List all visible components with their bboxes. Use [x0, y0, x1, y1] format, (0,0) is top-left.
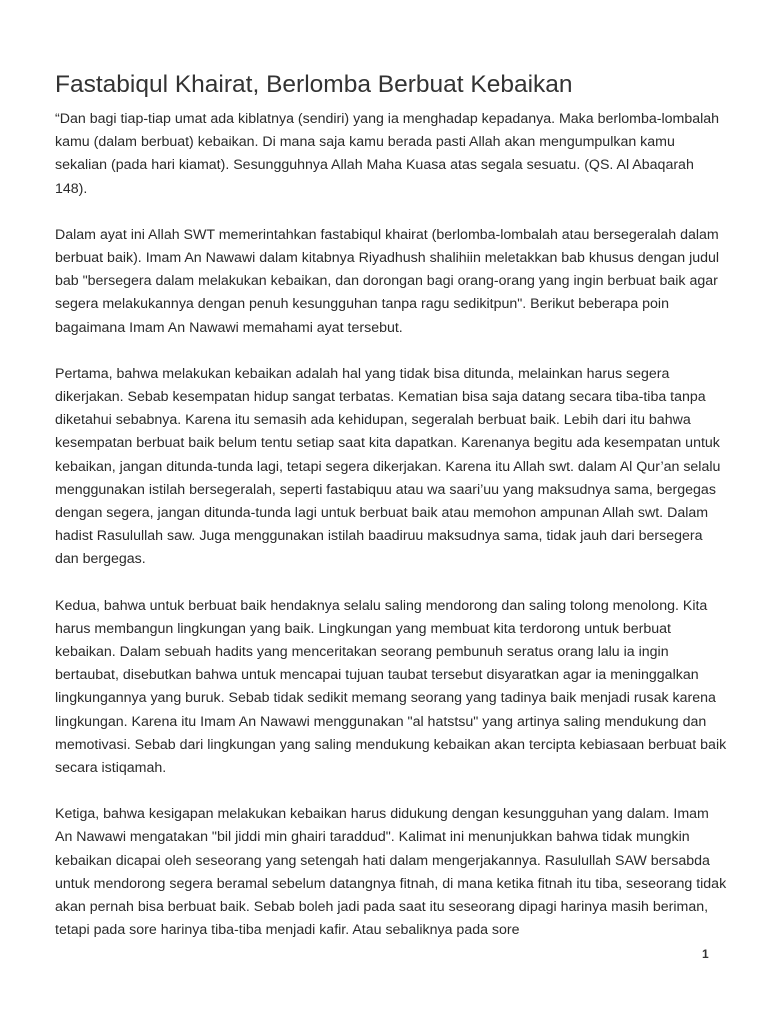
paragraph-third-point: Ketiga, bahwa kesigapan melakukan kebaikan harus didukung dengan kesungguhan yang dalam. Imam An Nawawi mengatakan "bil jiddi min ghairi taraddud". Kalimat ini menunjukkan bahwa tidak mungkin kebaikan dicapai oleh seseorang yang setengah hati dalam mengerjakannya. Rasulullah SAW bersabda untuk mendorong segera beramal sebelum datangnya fitnah, di mana ketika fitnah itu tiba, seseorang tidak akan pernah bisa berbuat baik. Sebab boleh jadi pada saat itu seseorang dipagi harinya masih beriman, tetapi pada sore harinya tiba-tiba menjadi kafir. Atau sebaliknya pada sore — [55, 806, 727, 939]
document-title: Fastabiqul Khairat, Berlomba Berbuat Kebaikan — [55, 71, 573, 98]
page-number: 1 — [702, 947, 709, 961]
paragraph-intro: Dalam ayat ini Allah SWT memerintahkan fastabiqul khairat (berlomba-lombalah atau bersegeralah dalam berbuat baik). Imam An Nawawi dalam kitabnya Riyadhush shalihiin meletakkan bab khusus dengan judul bab "bersegera dalam melakukan kebaikan, dan dorongan bagi orang-orang yang ingin berbuat baik agar segera melakukannya dengan penuh kesungguhan tanpa ragu sedikitpun". Berikut beberapa poin bagaimana Imam An Nawawi memahami ayat tersebut. — [55, 226, 720, 336]
paragraph-first-point: Pertama, bahwa melakukan kebaikan adalah hal yang tidak bisa ditunda, melainkan harus segera dikerjakan. Sebab kesempatan hidup sangat terbatas. Kematian bisa saja datang secara tiba-tiba tanpa diketahui sebabnya. Karena itu semasih ada kehidupan, segeralah berbuat baik. Lebih dari itu bahwa kesempatan berbuat baik belum tentu setiap saat kita dapatkan. Karenanya begitu ada kesempatan untuk kebaikan, jangan ditunda-tunda lagi, tetapi segera dikerjakan. Karena itu Allah swt. dalam Al Qur’an selalu menggunakan istilah bersegeralah, seperti fastabiquu atau wa saari’uu yang maksudnya sama, bergegas dengan segera, jangan ditunda-tunda lagi untuk berbuat baik atau memohon ampunan Allah swt. Dalam hadist Rasulullah saw. Juga menggunakan istilah baadiruu maksudnya sama, tidak jauh dari bersegera dan bergegas. — [55, 365, 721, 568]
paragraph-quote: “Dan bagi tiap-tiap umat ada kiblatnya (sendiri) yang ia menghadap kepadanya. Maka berlomba-lombalah kamu (dalam berbuat) kebaikan. Di mana saja kamu berada pasti Allah akan mengumpulkan kamu sekalian (pada hari kiamat). Sesungguhnya Allah Maha Kuasa atas segala sesuatu. (QS. Al Abaqarah 148). — [55, 111, 720, 197]
paragraph-second-point: Kedua, bahwa untuk berbuat baik hendaknya selalu saling mendorong dan saling tolong menolong. Kita harus membangun lingkungan yang baik. Lingkungan yang membuat kita terdorong untuk berbuat kebaikan. Dalam sebuah hadits yang menceritakan seorang pembunuh seratus orang lalu ia ingin bertaubat, disebutkan bahwa untuk mencapai tujuan taubat tersebut disyaratkan agar ia meninggalkan lingkungannya yang buruk. Sebab tidak sedikit memang seorang yang tadinya baik menjadi rusak karena lingkungan. Karena itu Imam An Nawawi menggunakan "al hatstsu" yang artinya saling mendukung dan memotivasi. Sebab dari lingkungan yang saling mendukung kebaikan akan tercipta kebiasaan berbuat baik secara istiqamah. — [55, 597, 727, 777]
document-body — [55, 108, 727, 966]
